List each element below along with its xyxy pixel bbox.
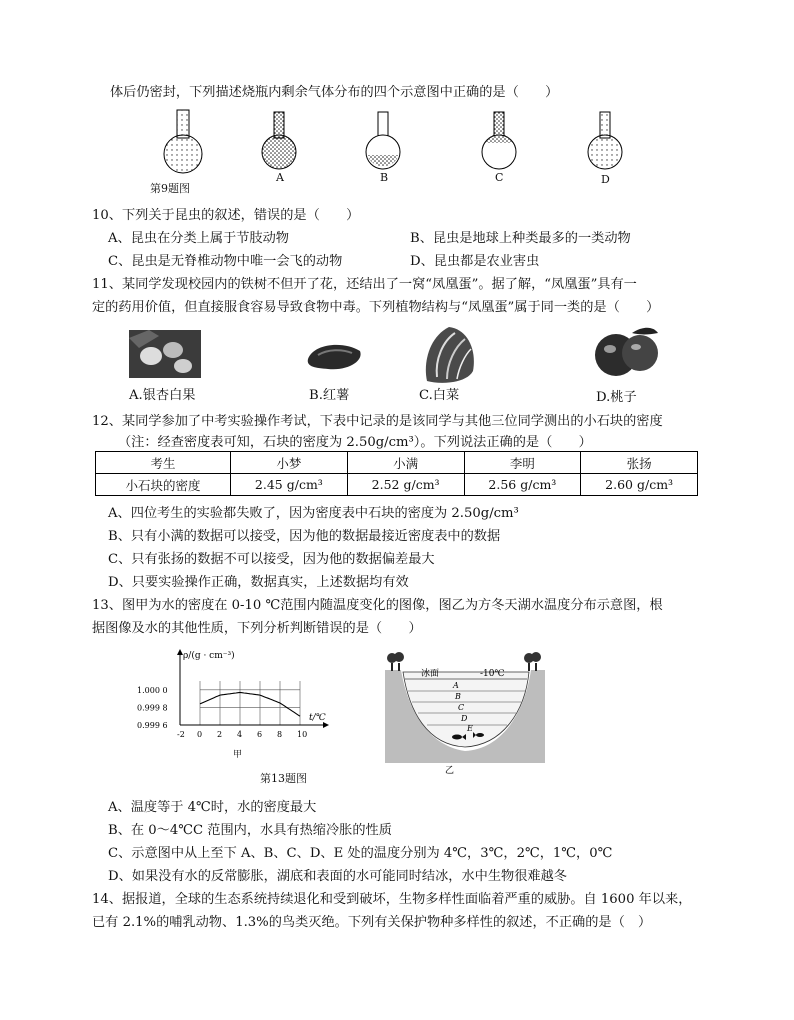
q12-option-c: C、只有张扬的数据不可以接受，因为他的数据偏差最大 bbox=[108, 552, 435, 567]
ginkgo-photo bbox=[129, 330, 201, 378]
layer-label-a: A bbox=[453, 681, 459, 690]
table-header-row bbox=[96, 452, 698, 474]
q13-stem-line1: 13、图甲为水的密度在 0-10 ℃范围内随温度变化的图像，图乙为方冬天湖水温度分布示意图，根 bbox=[92, 598, 663, 613]
q11-stem-line2: 定的药用价值，但直接服食容易导致食物中毒。下列植物结构与“凤凰蛋”属于同一类的是（ ） bbox=[92, 300, 660, 315]
table-row bbox=[96, 474, 698, 496]
sweet-potato-photo bbox=[304, 337, 364, 375]
q14-stem-line1: 14、据报道，全球的生态系统持续退化和受到破坏，生物多样性面临着严重的威胁。自 1600 年以来， bbox=[92, 892, 692, 907]
layer-label-c: C bbox=[458, 703, 465, 712]
y-tick-label: 0.999 8 bbox=[137, 703, 168, 713]
flask-original bbox=[164, 110, 202, 173]
q12-stem-line1: 12、某同学参加了中考实验操作考试，下表中记录的是该同学与其他三位同学测出的小石块的密度 bbox=[92, 414, 663, 429]
q9-label-d: D bbox=[601, 173, 610, 186]
q13-option-a: A、温度等于 4℃时，水的密度最大 bbox=[108, 800, 317, 815]
q9-label-b: B bbox=[380, 171, 389, 184]
x-tick-label: -2 bbox=[177, 730, 185, 739]
q11-stem-line1: 11、某同学发现校园内的铁树不但开了花，还结出了一窝“凤凰蛋”。据了解，“凤凰蛋”具有一 bbox=[92, 277, 637, 292]
table-cell: 2.45 g/cm³ bbox=[231, 474, 348, 496]
x-tick-label: 0 bbox=[197, 730, 203, 739]
graph-caption: 甲 bbox=[233, 750, 243, 760]
x-tick-label: 6 bbox=[257, 730, 263, 739]
x-tick-label: 8 bbox=[277, 730, 283, 739]
x-tick-label: 4 bbox=[237, 730, 243, 739]
layer-label-b: B bbox=[455, 692, 461, 701]
q9-flask-figures bbox=[150, 108, 640, 194]
q12-stem-line2: （注：经查密度表可知，石块的密度为 2.50g/cm³）。下列说法正确的是（ ） bbox=[118, 435, 592, 450]
q12-option-b: B、只有小满的数据可以接受，因为他的数据最接近密度表中的数据 bbox=[108, 529, 501, 544]
density-graph bbox=[135, 645, 345, 765]
y-axis-label: ρ/(g · cm⁻³) bbox=[183, 651, 235, 661]
table-cell: 2.60 g/cm³ bbox=[581, 474, 698, 496]
air-temp-label: -10℃ bbox=[480, 669, 505, 679]
lake-caption: 乙 bbox=[445, 766, 455, 776]
q13-option-b: B、在 0～4℃C 范围内，水具有热缩冷胀的性质 bbox=[108, 823, 392, 838]
table-cell: 2.56 g/cm³ bbox=[464, 474, 581, 496]
q11-caption-a: A.银杏白果 bbox=[129, 388, 196, 403]
table-header-cell: 小梦 bbox=[231, 452, 348, 474]
q11-caption-c: C.白菜 bbox=[419, 388, 460, 403]
flask-a bbox=[262, 112, 296, 169]
q11-caption-d: D.桃子 bbox=[596, 390, 637, 405]
x-tick-label: 10 bbox=[297, 730, 308, 739]
y-tick-label: 0.999 6 bbox=[137, 721, 168, 730]
peach-photo bbox=[592, 323, 662, 379]
flask-c bbox=[482, 112, 516, 169]
q9-label-c: C bbox=[495, 171, 504, 184]
q13-figure-caption: 第13题图 bbox=[260, 772, 307, 785]
table-header-cell: 李明 bbox=[464, 452, 581, 474]
q9-label-a: A bbox=[276, 171, 284, 184]
table-header-cell: 小满 bbox=[347, 452, 464, 474]
layer-label-d: D bbox=[461, 714, 468, 723]
density-table bbox=[95, 451, 698, 496]
q10-option-d: D、昆虫都是农业害虫 bbox=[410, 254, 540, 269]
q12-option-d: D、只要实验操作正确，数据真实，上述数据均有效 bbox=[108, 575, 409, 590]
q11-caption-b: B.红薯 bbox=[309, 388, 350, 403]
q12-option-a: A、四位考生的实验都失败了，因为密度表中石块的密度为 2.50g/cm³ bbox=[108, 506, 519, 521]
q10-option-b: B、昆虫是地球上种类最多的一类动物 bbox=[410, 231, 631, 246]
q13-option-c: C、示意图中从上至下 A、B、C、D、E 处的温度分别为 4℃，3℃，2℃，1℃，0℃ bbox=[108, 846, 613, 861]
ice-surface-label: 冰面 bbox=[421, 669, 440, 679]
cabbage-photo bbox=[421, 323, 479, 385]
q13-stem-line2: 据图像及水的其他性质，下列分析判断错误的是（ ） bbox=[92, 621, 422, 636]
density-curve bbox=[200, 692, 300, 716]
q10-stem: 10、下列关于昆虫的叙述，错误的是（ ） bbox=[92, 208, 360, 223]
layer-label-e: E bbox=[467, 724, 473, 733]
table-header-cell: 张扬 bbox=[581, 452, 698, 474]
q10-option-c: C、昆虫是无脊椎动物中唯一会飞的动物 bbox=[108, 254, 343, 269]
flask-d bbox=[588, 112, 622, 169]
lake-diagram bbox=[385, 645, 545, 777]
x-axis-label: t/℃ bbox=[309, 713, 326, 723]
q14-stem-line2: 已有 2.1%的哺乳动物、1.3%的鸟类灭绝。下列有关保护物种多样性的叙述，不正确的是（ ） bbox=[92, 915, 652, 930]
x-tick-label: 2 bbox=[217, 730, 223, 739]
flask-b bbox=[366, 112, 400, 169]
y-tick-label: 1.000 0 bbox=[137, 685, 168, 695]
graph-grid bbox=[200, 681, 300, 725]
q9-figure-caption: 第9题图 bbox=[150, 182, 190, 195]
q9-stem: 体后仍密封，下列描述烧瓶内剩余气体分布的四个示意图中正确的是（ ） bbox=[110, 85, 559, 100]
q10-option-a: A、昆虫在分类上属于节肢动物 bbox=[108, 231, 289, 246]
q13-option-d: D、如果没有水的反常膨胀，湖底和表面的水可能同时结冰，水中生物很难越冬 bbox=[108, 869, 567, 884]
table-header-cell: 考生 bbox=[96, 452, 231, 474]
table-cell: 2.52 g/cm³ bbox=[347, 474, 464, 496]
table-cell: 小石块的密度 bbox=[96, 474, 231, 496]
